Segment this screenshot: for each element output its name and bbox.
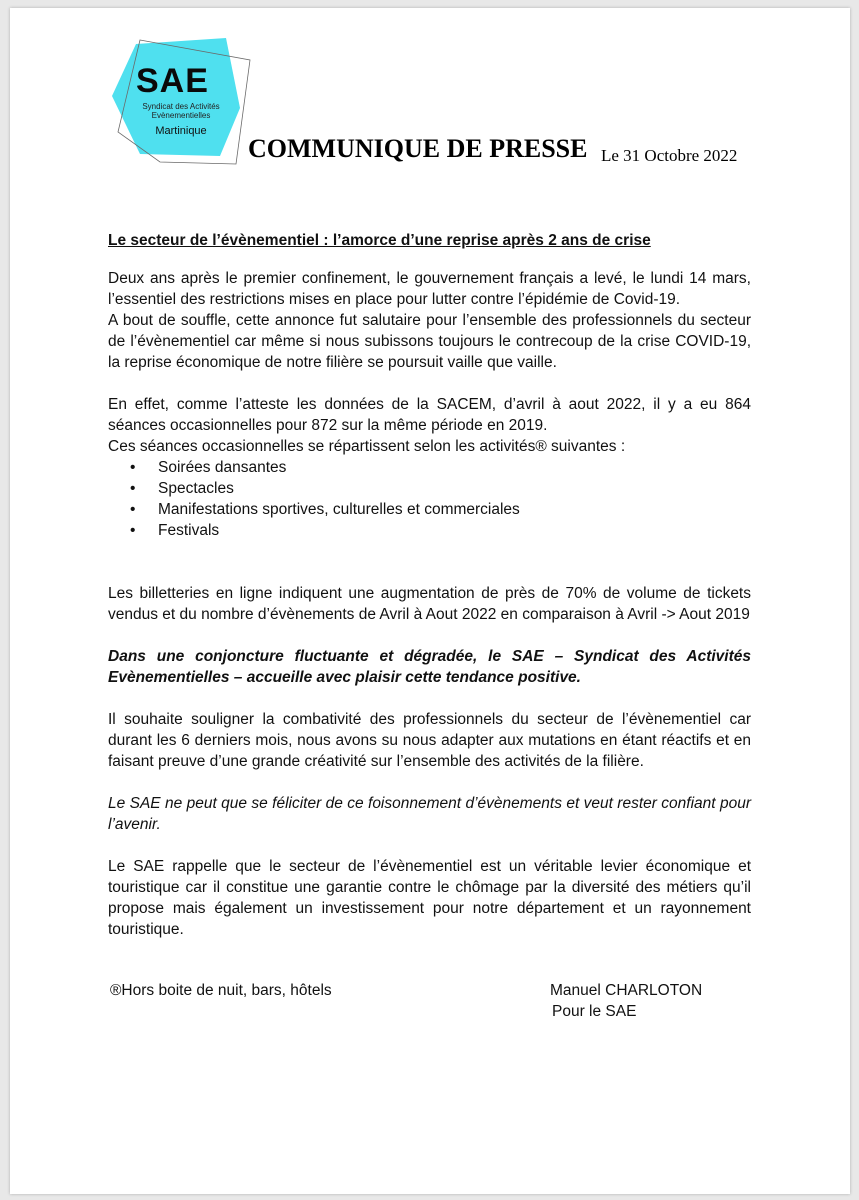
bullet-icon: •: [130, 459, 136, 476]
logo-region: Martinique: [155, 125, 207, 137]
document-body: [108, 230, 751, 940]
sae-logo: [108, 38, 258, 168]
logo-acronym: SAE: [136, 62, 209, 100]
page-title: COMMUNIQUE DE PRESSE: [248, 134, 588, 163]
paragraph-7: Il souhaite souligner la combativité des professionnels du secteur de l’évènementiel car durant les 6 derniers mois, nous avons su nous adapter aux mutations en étant réactifs et en faisant preuve d’une grande créativité sur l’ensemble des activités de la filière.: [108, 711, 751, 770]
paragraph-6: Dans une conjoncture fluctuante et dégradée, le SAE – Syndicat des Activités Evènementielles – accueille avec plaisir cette tendance positive.: [108, 648, 751, 686]
paragraph-3: En effet, comme l’atteste les données de la SACEM, d’avril à aout 2022, il y a eu 864 séances occasionnelles pour 872 sur la même période en 2019.: [108, 396, 751, 434]
document-page: [10, 8, 850, 1194]
paragraph-4: Ces séances occasionnelles se répartissent selon les activités® suivantes :: [108, 438, 626, 455]
signatory-name: Manuel CHARLOTON: [550, 982, 703, 999]
bullet-icon: •: [130, 522, 136, 539]
list-item: • Soirées dansantes: [130, 459, 287, 476]
signatory-role: Pour le SAE: [552, 1003, 637, 1020]
list-item: • Spectacles: [130, 480, 234, 497]
bullet-icon: •: [130, 501, 136, 518]
paragraph-1: Deux ans après le premier confinement, le gouvernement français a levé, le lundi 14 mars, l’essentiel des restrictions mises en place pour lutter contre l’épidémie de Covid-19.: [108, 270, 751, 308]
footnote: ®Hors boite de nuit, bars, hôtels: [110, 982, 332, 999]
article-heading: Le secteur de l’évènementiel : l’amorce d’une reprise après 2 ans de crise: [108, 232, 651, 249]
bullet-icon: •: [130, 480, 136, 497]
activity-list: [108, 457, 751, 541]
list-item: • Manifestations sportives, culturelles et commerciales: [130, 501, 520, 518]
paragraph-8: Le SAE ne peut que se féliciter de ce foisonnement d’évènements et veut rester confiant pour l’avenir.: [108, 795, 751, 833]
paragraph-9: Le SAE rappelle que le secteur de l’évènementiel est un véritable levier économique et touristique car il constitue une garantie contre le chômage par la diversité des métiers qu’il propose mais également un investissement pour notre département et un rayonnement touristique.: [108, 858, 751, 938]
document-date: Le 31 Octobre 2022: [601, 146, 738, 165]
paragraph-2: A bout de souffle, cette annonce fut salutaire pour l’ensemble des professionnels du secteur de l’évènementiel car même si nous subissons toujours le contrecoup de la crise COVID-19, la reprise économique de notre filière se poursuit vaille que vaille.: [108, 312, 751, 371]
logo-subtitle: Syndicat des Activités Evènementielles: [142, 102, 220, 120]
signature-block: [550, 980, 702, 1022]
list-item: • Festivals: [130, 522, 220, 539]
paragraph-5: Les billetteries en ligne indiquent une augmentation de près de 70% de volume de tickets vendus et du nombre d’évènements de Avril à Aout 2022 en comparaison à Avril -> Aout 2019: [108, 585, 751, 623]
